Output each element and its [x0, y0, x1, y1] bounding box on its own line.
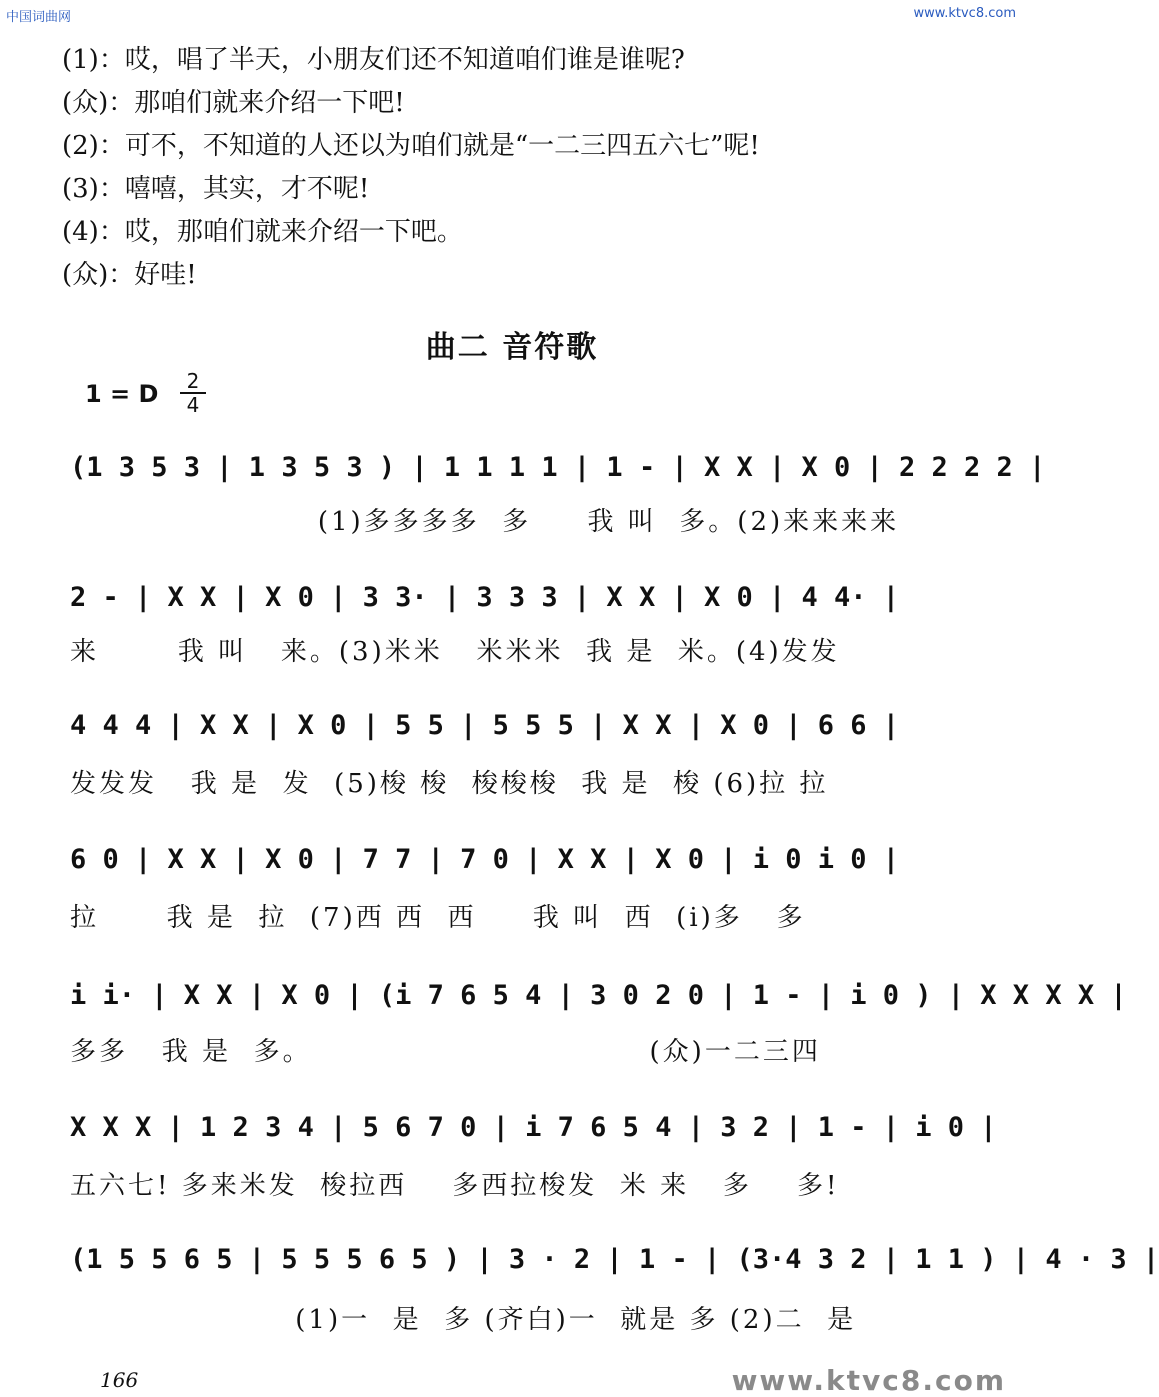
meter-top: 2 — [186, 369, 200, 393]
site-label-right: www.ktvc8.com — [913, 6, 1016, 21]
dialog-line: (1)：哎，唱了半天，小朋友们还不知道咱们谁是谁呢? — [62, 45, 685, 75]
time-signature — [180, 370, 206, 416]
score-lyrics-row: (1)多多多多 多 我 叫 多。(2)来来来来 — [70, 507, 900, 537]
score-notes-row: (1 3 5 3 | 1 3 5 3 ) | 1 1 1 1 | 1 - | X X | X 0 | 2 2 2 2 | — [70, 452, 1046, 483]
score-lyrics-row: 五六七! 多来米发 梭拉西 多西拉梭发 米 来 多 多! — [70, 1171, 840, 1201]
dialog-line: (3)：嘻嘻，其实，才不呢! — [62, 174, 370, 204]
score-notes-row: i i· | X X | X 0 | (i 7 6 5 4 | 3 0 2 0 | 1 - | i 0 ) | X X X X | — [70, 980, 1127, 1011]
score-notes-row: (1 5 5 6 5 | 5 5 5 6 5 ) | 3 · 2 | 1 - | (3·4 3 2 | 1 1 ) | 4 · 3 | — [70, 1244, 1159, 1275]
dialog-line: (众)：那咱们就来介绍一下吧! — [62, 88, 405, 118]
page-number: 166 — [100, 1368, 139, 1392]
dialog-line: (众)：好哇! — [62, 260, 197, 290]
dialog-line: (2)：可不，不知道的人还以为咱们就是“一二三四五六七”呢! — [62, 131, 760, 161]
score-notes-row: 6 0 | X X | X 0 | 7 7 | 7 0 | X X | X 0 | i 0 i 0 | — [70, 844, 900, 875]
score-lyrics-row: 发发发 我 是 发 (5)梭 梭 梭梭梭 我 是 梭 (6)拉 拉 — [70, 769, 829, 799]
song-title: 曲二 音符歌 — [425, 330, 599, 365]
score-notes-row: 4 4 4 | X X | X 0 | 5 5 | 5 5 5 | X X | X 0 | 6 6 | — [70, 710, 900, 741]
dialog-line: (4)：哎，那咱们就来介绍一下吧。 — [62, 217, 463, 247]
score-lyrics-row: 多多 我 是 多。 (众)一二三四 — [70, 1037, 821, 1067]
score-lyrics-row: 来 我 叫 来。(3)米米 米米米 我 是 米。(4)发发 — [70, 637, 840, 667]
site-label-left: 中国词曲网 — [6, 10, 72, 25]
watermark: www.ktvc8.com — [731, 1364, 1006, 1397]
key-signature: 1 = D — [85, 380, 159, 408]
dialog-block — [62, 40, 760, 298]
meter-bottom: 4 — [180, 392, 206, 416]
score-notes-row: 2 - | X X | X 0 | 3 3· | 3 3 3 | X X | X 0 | 4 4· | — [70, 582, 900, 613]
score-lyrics-row: 拉 我 是 拉 (7)西 西 西 我 叫 西 (i)多 多 — [70, 903, 806, 933]
score-lyrics-row: (1)一 是 多 (齐白)一 就是 多 (2)二 是 — [70, 1305, 857, 1335]
score-notes-row: X X X | 1 2 3 4 | 5 6 7 0 | i 7 6 5 4 | 3 2 | 1 - | i 0 | — [70, 1112, 997, 1143]
